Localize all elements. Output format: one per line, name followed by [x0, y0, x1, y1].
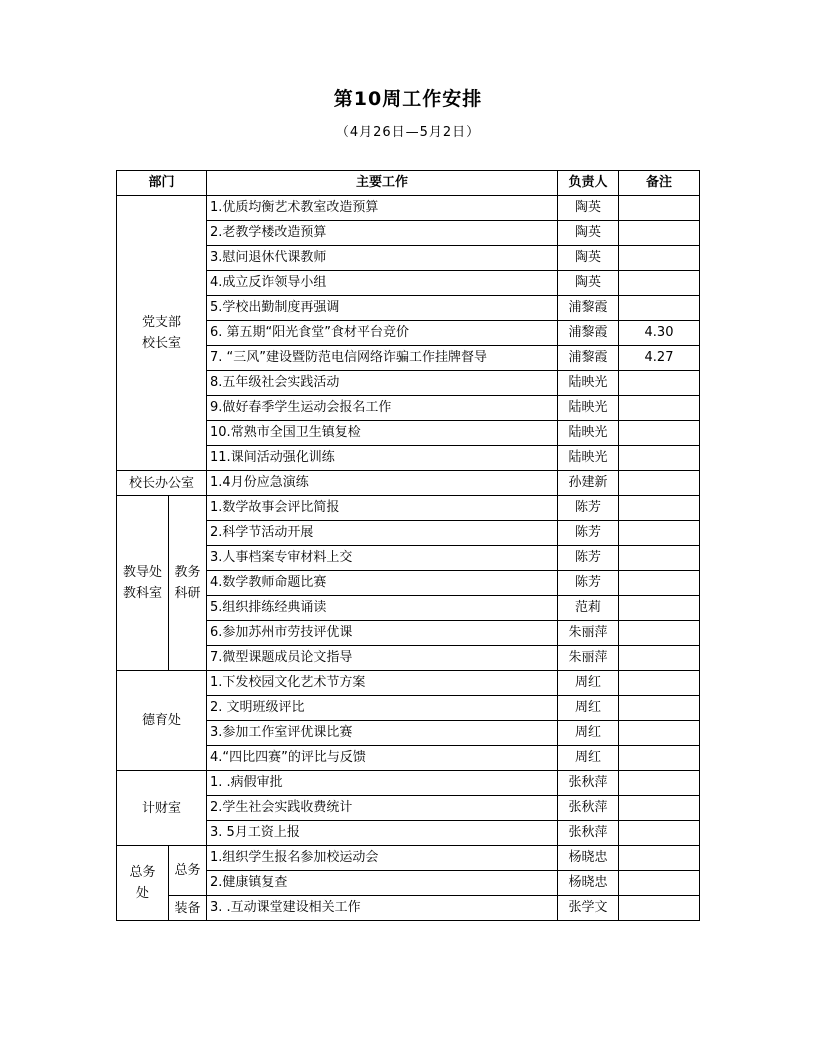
cell-note — [619, 646, 700, 671]
cell-owner: 孙建新 — [558, 471, 619, 496]
cell-task: 8.五年级社会实践活动 — [207, 371, 558, 396]
cell-note — [619, 896, 700, 921]
cell-task: 1.4月份应急演练 — [207, 471, 558, 496]
cell-task: 3.参加工作室评优课比赛 — [207, 721, 558, 746]
header-work: 主要工作 — [207, 171, 558, 196]
cell-note — [619, 271, 700, 296]
cell-note — [619, 721, 700, 746]
page-title: 第10周工作安排 — [333, 88, 483, 110]
cell-owner: 浦黎霞 — [558, 346, 619, 371]
cell-task: 3. .互动课堂建设相关工作 — [207, 896, 558, 921]
cell-note — [619, 871, 700, 896]
cell-owner: 陶英 — [558, 246, 619, 271]
cell-task: 3. 5月工资上报 — [207, 821, 558, 846]
cell-task: 7.微型课题成员论文指导 — [207, 646, 558, 671]
cell-note — [619, 596, 700, 621]
cell-note — [619, 796, 700, 821]
cell-owner: 张秋萍 — [558, 821, 619, 846]
cell-task: 4.“四比四赛”的评比与反馈 — [207, 746, 558, 771]
cell-task: 2.科学节活动开展 — [207, 521, 558, 546]
cell-task: 7. “三风”建设暨防范电信网络诈骗工作挂牌督导 — [207, 346, 558, 371]
cell-task: 1.下发校园文化艺术节方案 — [207, 671, 558, 696]
cell-task: 9.做好春季学生运动会报名工作 — [207, 396, 558, 421]
cell-task: 6.参加苏州市劳技评优课 — [207, 621, 558, 646]
cell-owner: 朱丽萍 — [558, 646, 619, 671]
cell-owner: 陆映光 — [558, 446, 619, 471]
header-owner: 负责人 — [558, 171, 619, 196]
dept-cell-general-sub1: 总务 — [169, 846, 207, 896]
table-row — [117, 771, 700, 796]
table-row — [117, 471, 700, 496]
weekly-schedule-table — [116, 170, 700, 921]
cell-note — [619, 446, 700, 471]
cell-note — [619, 571, 700, 596]
cell-owner: 杨晓忠 — [558, 871, 619, 896]
cell-note — [619, 696, 700, 721]
cell-note — [619, 821, 700, 846]
cell-task: 1.数学故事会评比简报 — [207, 496, 558, 521]
dept-cell-moral: 德育处 — [117, 671, 207, 771]
table-row — [117, 846, 700, 871]
dept-cell-teaching: 教导处 教科室 — [117, 496, 169, 671]
cell-note — [619, 396, 700, 421]
cell-task: 5.学校出勤制度再强调 — [207, 296, 558, 321]
cell-note — [619, 496, 700, 521]
cell-owner: 陆映光 — [558, 421, 619, 446]
cell-owner: 张秋萍 — [558, 796, 619, 821]
cell-owner: 陶英 — [558, 271, 619, 296]
cell-owner: 朱丽萍 — [558, 621, 619, 646]
cell-owner: 陶英 — [558, 221, 619, 246]
cell-task: 3.人事档案专审材料上交 — [207, 546, 558, 571]
dept-cell-party: 党支部 校长室 — [117, 196, 207, 471]
table-row — [117, 671, 700, 696]
table-row — [117, 896, 700, 921]
cell-owner: 陈芳 — [558, 546, 619, 571]
cell-owner: 浦黎霞 — [558, 321, 619, 346]
cell-task: 2.健康镇复查 — [207, 871, 558, 896]
cell-note — [619, 371, 700, 396]
cell-owner: 周红 — [558, 746, 619, 771]
cell-note — [619, 221, 700, 246]
cell-note — [619, 471, 700, 496]
cell-owner: 浦黎霞 — [558, 296, 619, 321]
cell-owner: 周红 — [558, 721, 619, 746]
dept-cell-principal-office: 校长办公室 — [117, 471, 207, 496]
cell-note — [619, 296, 700, 321]
header-dept: 部门 — [117, 171, 207, 196]
cell-task: 1.优质均衡艺术教室改造预算 — [207, 196, 558, 221]
cell-note — [619, 546, 700, 571]
cell-owner: 周红 — [558, 671, 619, 696]
cell-owner: 陆映光 — [558, 371, 619, 396]
cell-owner: 陶英 — [558, 196, 619, 221]
cell-note: 4.27 — [619, 346, 700, 371]
cell-note — [619, 521, 700, 546]
cell-task: 1.组织学生报名参加校运动会 — [207, 846, 558, 871]
cell-task: 6. 第五期“阳光食堂”食材平台竞价 — [207, 321, 558, 346]
cell-note: 4.30 — [619, 321, 700, 346]
cell-note — [619, 746, 700, 771]
header-note: 备注 — [619, 171, 700, 196]
cell-owner: 杨晓忠 — [558, 846, 619, 871]
cell-task: 2. 文明班级评比 — [207, 696, 558, 721]
cell-task: 1. .病假审批 — [207, 771, 558, 796]
cell-task: 4.成立反诈领导小组 — [207, 271, 558, 296]
dept-cell-finance: 计财室 — [117, 771, 207, 846]
cell-note — [619, 846, 700, 871]
cell-task: 11.课间活动强化训练 — [207, 446, 558, 471]
date-range-subtitle: （4月26日—5月2日） — [335, 125, 481, 140]
cell-owner: 陈芳 — [558, 571, 619, 596]
dept-cell-general-sub2: 装备 — [169, 896, 207, 921]
cell-task: 5.组织排练经典诵读 — [207, 596, 558, 621]
dept-cell-general: 总务 处 — [117, 846, 169, 921]
table-header-row — [117, 171, 700, 196]
cell-owner: 陈芳 — [558, 496, 619, 521]
cell-owner: 张秋萍 — [558, 771, 619, 796]
cell-task: 10.常熟市全国卫生镇复检 — [207, 421, 558, 446]
cell-task: 3.慰问退休代课教师 — [207, 246, 558, 271]
dept-cell-teaching-sub: 教务 科研 — [169, 496, 207, 671]
cell-note — [619, 246, 700, 271]
cell-note — [619, 771, 700, 796]
cell-owner: 周红 — [558, 696, 619, 721]
cell-task: 2.老教学楼改造预算 — [207, 221, 558, 246]
cell-owner: 陈芳 — [558, 521, 619, 546]
cell-task: 2.学生社会实践收费统计 — [207, 796, 558, 821]
table-row — [117, 196, 700, 221]
cell-task: 4.数学教师命题比赛 — [207, 571, 558, 596]
cell-note — [619, 421, 700, 446]
cell-owner: 范莉 — [558, 596, 619, 621]
table-row — [117, 496, 700, 521]
cell-note — [619, 196, 700, 221]
cell-note — [619, 671, 700, 696]
cell-owner: 陆映光 — [558, 396, 619, 421]
cell-owner: 张学文 — [558, 896, 619, 921]
cell-note — [619, 621, 700, 646]
